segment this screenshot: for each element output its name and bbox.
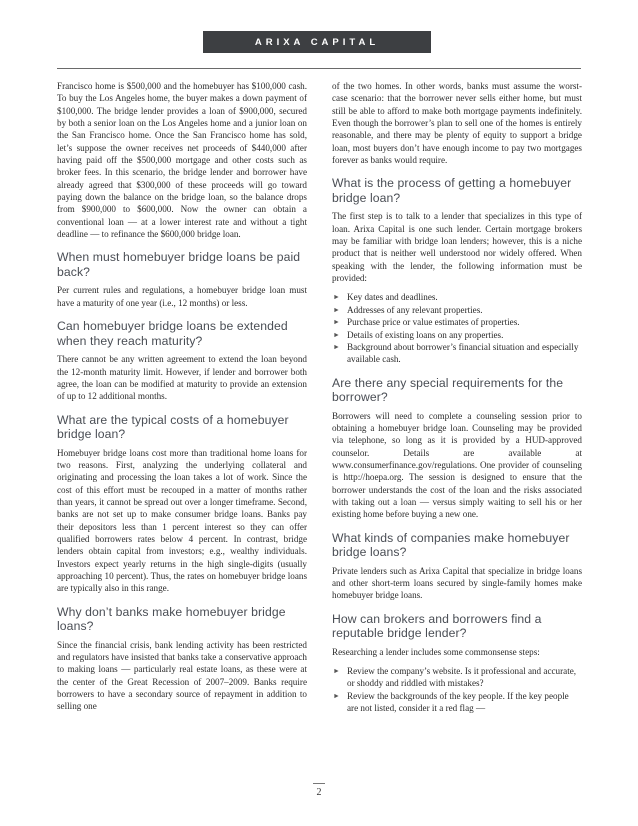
- list-item-text: Addresses of any relevant properties.: [347, 304, 483, 315]
- heading-requirements: Are there any special requirements for the borrower?: [332, 375, 564, 405]
- process-bullet-list: [332, 291, 582, 365]
- heading-reputable: How can brokers and borrowers find a reputable bridge lender?: [332, 611, 542, 641]
- list-item-text: Details of existing loans on any properties.: [347, 329, 504, 340]
- triangle-right-icon: ►: [333, 293, 340, 302]
- list-item: [332, 291, 582, 303]
- body-companies: Private lenders such as Arixa Capital that specialize in bridge loans and other short-term loans secured by single-family homes make homebuyer bridge loans.: [332, 565, 582, 601]
- heading-companies: What kinds of companies make homebuyer bridge loans?: [332, 530, 570, 560]
- intro-paragraph: Francisco home is $500,000 and the homebuyer has $100,000 cash. To buy the Los Angeles home, the buyer makes a down payment of $100,000. The bridge lender provides a loan of $900,000, secured by both a senior loan on the Los Angeles home and a junior loan on the San Francisco home. Once the San Francisco home has sold, let’s suppose the owner receives net proceeds of $440,000 after having paid off the $500,000 mortgage and other costs such as broker fees. In this scenario, the bridge lender and borrower have already agreed that $300,000 of these proceeds will go toward paying down the balance on the bridge loan, so the balance drops from $900,000 to $600,000. Now the owner can obtain a conventional loan — at a lower interest rate and without a tight deadline — to refinance the $600,000 bridge loan.: [57, 81, 307, 240]
- list-item-text: Review the backgrounds of the key people. If the key people are not listed, consider it a red flag —: [347, 690, 569, 714]
- triangle-right-icon: ►: [333, 330, 340, 339]
- triangle-right-icon: ►: [333, 305, 340, 314]
- body-paid-back: Per current rules and regulations, a homebuyer bridge loan must have a maturity of one year (i.e., 12 months) or less.: [57, 285, 307, 308]
- triangle-right-icon: ►: [333, 342, 340, 351]
- list-item-text: Purchase price or value estimates of properties.: [347, 317, 520, 328]
- page-number-divider: [313, 783, 325, 784]
- triangle-right-icon: ►: [333, 318, 340, 327]
- list-item-text: Key dates and deadlines.: [347, 292, 438, 303]
- body-process: The first step is to talk to a lender that specializes in this type of loan. Arixa Capital is one such lender. Certain mortgage brokers may be familiar with bridge loan lenders; however, this is a niche product that is neither well understood nor widely offered. When speaking with the lender, the following information must be provided:: [332, 211, 582, 284]
- list-item: [332, 690, 582, 715]
- list-item: [332, 316, 582, 328]
- left-column: [57, 80, 307, 720]
- right-column: [332, 80, 582, 721]
- triangle-right-icon: ►: [333, 691, 340, 700]
- list-item-text: Review the company’s website. Is it professional and accurate, or shoddy and riddled with mistakes?: [347, 666, 577, 689]
- body-reputable: Researching a lender includes some commonsense steps:: [332, 646, 540, 657]
- heading-paid-back: When must homebuyer bridge loans be paid back?: [57, 250, 301, 279]
- heading-process: What is the process of getting a homebuyer bridge loan?: [332, 176, 572, 205]
- body-costs: Homebuyer bridge loans cost more than traditional home loans for two reasons. First, analyzing the underlying collateral and originating and processing the loan takes a lot of work. Since the cost of this effort must be recouped in a matter of months rather than years, it cannot be spread out over a longer timeframe. Second, banks are not set up to make consumer bridge loans. Banks pay their depositors less than 1 percent interest so they can offer qualified borrowers rates below 4 percent. In contrast, bridge lenders obtain capital from investors; e.g., wealthy individuals. Investors expect yearly returns in the high single-digits (usually approaching 10 percent). Thus, the rates on homebuyer bridge loans are typically also in this range.: [57, 447, 307, 594]
- page-number: 2: [316, 787, 322, 798]
- body-banks: Since the financial crisis, bank lending activity has been restricted and regulators have insisted that banks take a conservative approach to making loans — particularly real estate loans, as these were at the center of the Great Recession of 2007–2009. Banks require borrowers to have a secondary source of repayment in addition to selling one: [57, 639, 307, 712]
- brand-banner: [203, 31, 431, 53]
- body-extended: There cannot be any written agreement to extend the loan beyond the 12-month maturity limit. However, if lender and borrower both agree, the loan can be modified at maturity to provide an extension of up to 12 additional months.: [57, 354, 307, 402]
- list-item: [332, 341, 582, 366]
- list-item: [332, 329, 582, 341]
- reputable-bullet-list: [332, 665, 582, 714]
- heading-extended: Can homebuyer bridge loans be extended when they reach maturity?: [57, 319, 288, 348]
- triangle-right-icon: ►: [333, 667, 340, 675]
- brand-title: ARIXA CAPITAL: [254, 36, 380, 48]
- list-item-text: Background about borrower’s financial situation and especially available cash.: [347, 341, 579, 365]
- list-item: [332, 304, 582, 316]
- continued-paragraph: of the two homes. In other words, banks must assume the worst-case scenario: that the borrower never sells either home, but must still be able to afford to make both mortgage payments indefinitely. Even though the borrower’s plan to sell one of the homes is entirely reasonable, and there may be plenty of equity to support a bridge loan, most buyers don’t have enough income to pay two mortgages forever as banks would require.: [332, 81, 582, 166]
- list-item: [332, 665, 582, 690]
- header-divider: [57, 68, 581, 69]
- body-requirements: Borrowers will need to complete a counseling session prior to obtaining a homebuyer bridge loan. Counseling may be provided via telephone, so long as it is provided by a HUD-approved counselor. Details are available at www.consumerfinance.gov/regulations. One provider of counseling is http://hoepa.org. The session is designed to ensure that the borrower understands the cost of the loan and the risks associated with taking out a loan — versus simply waiting to sell his or her existing home before buying a new one.: [332, 410, 582, 520]
- heading-costs: What are the typical costs of a homebuyer bridge loan?: [57, 412, 289, 442]
- heading-banks: Why don’t banks make homebuyer bridge loans?: [57, 604, 286, 634]
